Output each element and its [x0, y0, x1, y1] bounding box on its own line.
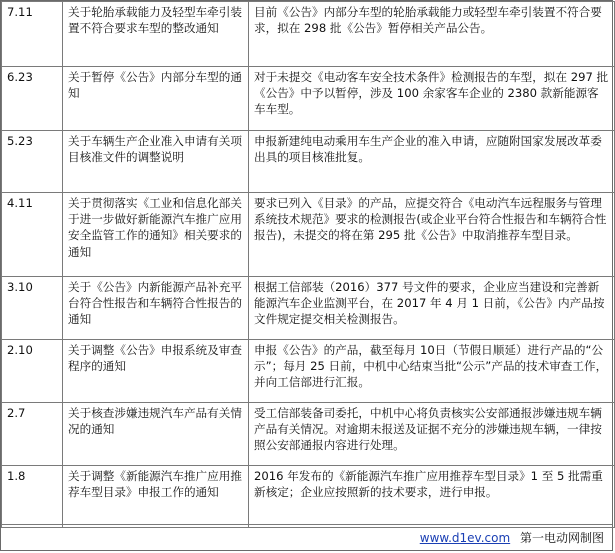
- row-title: 关于调整《公告》申报系统及审查程序的通知: [63, 340, 249, 403]
- row-content: 申报新建纯电动乘用车生产企业的准入申请，应随附国家发展改革委出具的项目核准批复。: [249, 131, 615, 193]
- table-row: [2, 131, 615, 193]
- table-row: [2, 340, 615, 403]
- row-content: 受工信部装备司委托，中机中心将负责核实公安部通报涉嫌违规车辆产品有关情况。对逾期未报送及证据不充分的涉嫌违规车辆，一律按照公安部通报内容进行处理。: [249, 403, 615, 466]
- row-date: 1.8: [2, 466, 63, 528]
- row-title: 关于车辆生产企业准入申请有关项目核准文件的调整说明: [63, 131, 249, 193]
- row-date: 4.11: [2, 193, 63, 277]
- table-row: [2, 193, 615, 277]
- notices-table: [1, 1, 615, 528]
- row-content: 对于未提交《电动客车安全技术条件》检测报告的车型，拟在 297 批《公告》中予以暂停，涉及 100 余家客车企业的 2380 款新能源客车车型。: [249, 67, 615, 131]
- row-date: 7.11: [2, 2, 63, 67]
- row-date: 5.23: [2, 131, 63, 193]
- row-content: 根据工信部装（2016）377 号文件的要求，企业应当建设和完善新能源汽车企业监测平台，在 2017 年 4 月 1 日前，《公告》内产品按文件规定提交相关检测报告。: [249, 277, 615, 340]
- row-content: 要求已列入《目录》的产品，应提交符合《电动汽车远程服务与管理系统技术规范》要求的检测报告(或企业平台符合性报告和车辆符合性报告)，未提交的将在第 295 批《公告》中取消推荐车型目录。: [249, 193, 615, 277]
- row-date: 2.10: [2, 340, 63, 403]
- row-title: 关于调整《新能源汽车推广应用推荐车型目录》申报工作的通知: [63, 466, 249, 528]
- row-content: 申报《公告》的产品，截至每月 10日（节假日顺延）进行产品的“公示”；每月 25 日前，中机中心结束当批“公示”产品的技术审查工作，并向工信部进行汇报。: [249, 340, 615, 403]
- row-title: 关于《公告》内新能源产品补充平台符合性报告和车辆符合性报告的通知: [63, 277, 249, 340]
- row-date: 3.10: [2, 277, 63, 340]
- row-title: 关于轮胎承载能力及轻型车牵引装置不符合要求车型的整改通知: [63, 2, 249, 67]
- row-date: 6.23: [2, 67, 63, 131]
- table-row: [2, 403, 615, 466]
- table-row: [2, 2, 615, 67]
- row-title: 关于暂停《公告》内部分车型的通知: [63, 67, 249, 131]
- source-link[interactable]: www.d1ev.com: [419, 531, 511, 545]
- table-row: [2, 67, 615, 131]
- row-content: 目前《公告》内部分车型的轮胎承载能力或轻型车牵引装置不符合要求，拟在 298 批《公告》暂停相关产品公告。: [249, 2, 615, 67]
- table-row: [2, 466, 615, 528]
- footer-credit: [1, 524, 612, 550]
- row-content: 2016 年发布的《新能源汽车推广应用推荐车型目录》1 至 5 批需重新核定；企业应按照新的技术要求，进行申报。: [249, 466, 615, 528]
- row-title: 关于核查涉嫌违规汽车产品有关情况的通知: [63, 403, 249, 466]
- row-title: 关于贯彻落实《工业和信息化部关于进一步做好新能源汽车推广应用安全监管工作的通知》相关要求的通知: [63, 193, 249, 277]
- source-brand: 第一电动网制图: [519, 531, 604, 545]
- row-date: 2.7: [2, 403, 63, 466]
- table-row: [2, 277, 615, 340]
